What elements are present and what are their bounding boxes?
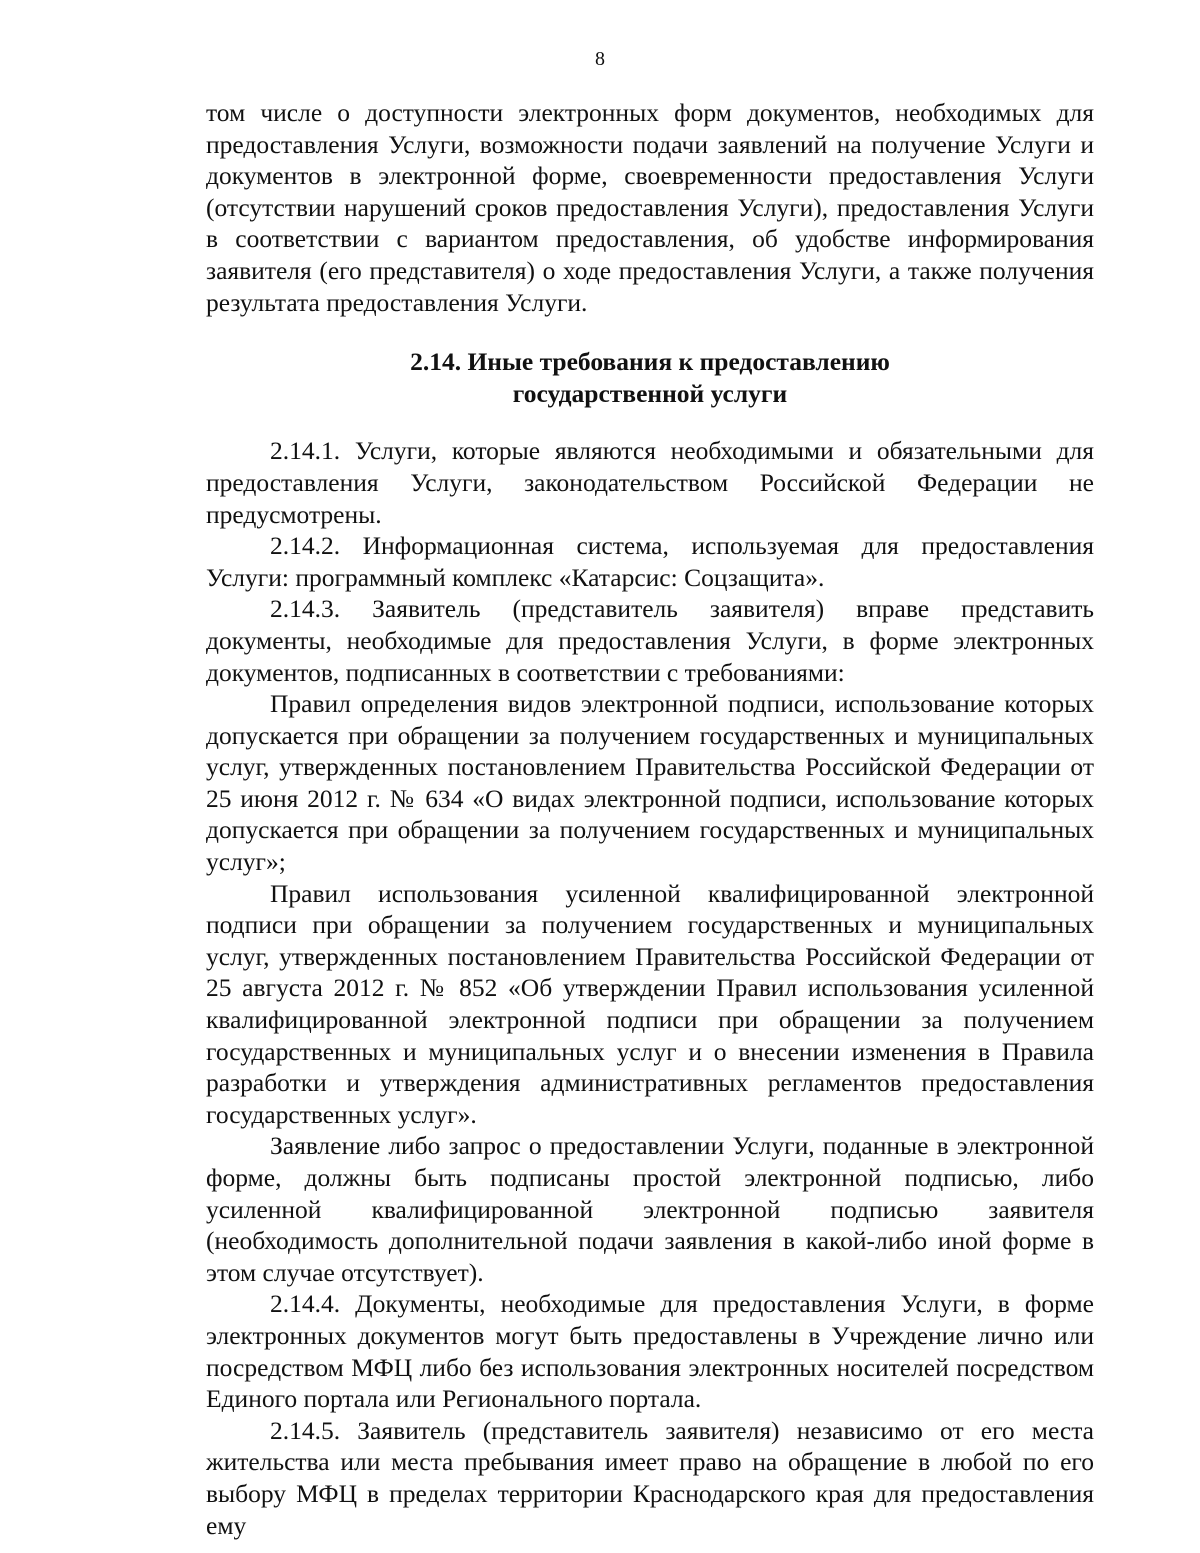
- page-number: 8: [595, 48, 605, 70]
- section-heading: [206, 346, 1094, 409]
- intro-paragraph: том числе о доступности электронных форм документов, необходимых для предоставления Услуги, возможности подачи заявлений на получение Услуги и документов в электронной форме, своевременности предоставления Услуги (отсутствии нарушений сроков предоставления Услуги), предоставления Услуги в соответствии с вариантом предоставления, об удобстве информирования заявителя (его представителя) о ходе предоставления Услуги, а также получения результата предоставления Услуги.: [206, 98, 1094, 317]
- section-heading-line-1: 2.14. Иные требования к предоставлению: [410, 347, 890, 377]
- paragraph-rules-qualified-signature: Правил использования усиленной квалифицированной электронной подписи при обращении за получением государственных и муниципальных услуг, утвержденных постановлением Правительства Российской Федерации от 25 августа 2012 г. № 852 «Об утверждении Правил использования усиленной квалифицированной электронной подписи при обращении за получением государственных и муниципальных услуг и о внесении изменения в Правила разработки и утверждения административных регламентов предоставления государственных услуг».: [206, 878, 1094, 1129]
- paragraph-rules-signature-types: Правил определения видов электронной подписи, использование которых допускается при обращении за получением государственных и муниципальных услуг, утвержденных постановлением Правительства Российской Федерации от 25 июня 2012 г. № 634 «О видах электронной подписи, использование которых допускается при обращении за получением государственных и муниципальных услуг»;: [206, 689, 1094, 877]
- paragraph-electronic-application: Заявление либо запрос о предоставлении Услуги, поданные в электронной форме, должны быть подписаны простой электронной подписью, либо усиленной квалифицированной электронной подписью заявителя (необходимость дополнительной подачи заявления в какой-либо иной форме в этом случае отсутствует).: [206, 1131, 1094, 1287]
- paragraph-2-14-4: 2.14.4. Документы, необходимые для предоставления Услуги, в форме электронных документов могут быть предоставлены в Учреждение лично или посредством МФЦ либо без использования электронных носителей посредством Единого портала или Регионального портала.: [206, 1289, 1094, 1414]
- paragraph-2-14-3: 2.14.3. Заявитель (представитель заявителя) вправе представить документы, необходимые для предоставления Услуги, в форме электронных документов, подписанных в соответствии с требованиями:: [206, 594, 1094, 687]
- paragraph-2-14-5: 2.14.5. Заявитель (представитель заявителя) независимо от его места жительства или места пребывания имеет право на обращение в любой по его выбору МФЦ в пределах территории Краснодарского края для предоставления ему: [206, 1415, 1094, 1540]
- paragraph-2-14-1: 2.14.1. Услуги, которые являются необходимыми и обязательными для предоставления Услуги, законодательством Российской Федерации не предусмотрены.: [206, 436, 1094, 529]
- section-heading-line-2: государственной услуги: [512, 378, 788, 408]
- paragraph-2-14-2: 2.14.2. Информационная система, используемая для предоставления Услуги: программный комплекс «Катарсис: Соцзащита».: [206, 531, 1094, 592]
- document-body: [206, 97, 1094, 1541]
